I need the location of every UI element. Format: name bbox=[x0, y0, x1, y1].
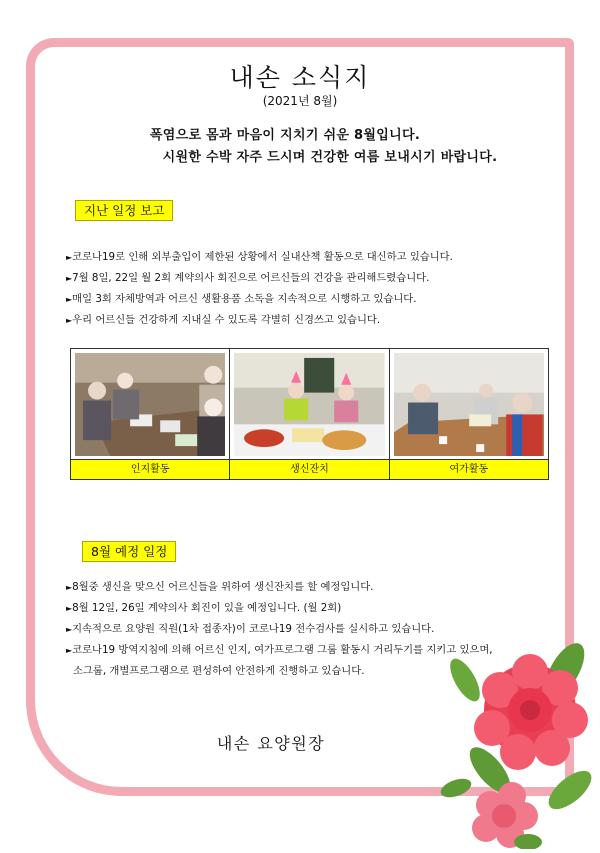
past-schedule-list bbox=[66, 247, 453, 331]
upcoming-schedule-label: 8월 예정 일정 bbox=[82, 541, 176, 562]
greeting-line-1: 폭염으로 몸과 마음이 지치기 쉬운 8월입니다. bbox=[149, 128, 421, 143]
list-item: ► 지속적으로 요양원 직원(1차 접종자)이 코로나19 전수검사를 실시하고 있습니다. bbox=[66, 619, 493, 640]
photo-caption: 생신잔치 bbox=[230, 459, 388, 479]
newsletter-title: 내손 소식지 bbox=[229, 63, 371, 92]
carnation-decoration bbox=[420, 620, 600, 849]
list-item-continuation: 소그룹, 개별프로그램으로 편성하여 안전하게 진행하고 있습니다. bbox=[73, 665, 365, 677]
list-item: ► 8월 12일, 26일 계약의사 회진이 있을 예정입니다. (월 2회) bbox=[66, 598, 493, 619]
list-item: ► 8월중 생신을 맞으신 어르신들을 위하여 생신잔치를 할 예정입니다. bbox=[66, 577, 493, 598]
list-item: ► 코로나19로 인해 외부출입이 제한된 상황에서 실내산책 활동으로 대신하고 있습니다. bbox=[66, 247, 453, 268]
photo-cell-cognitive bbox=[71, 349, 230, 479]
photo-caption: 인지활동 bbox=[71, 459, 229, 479]
signature: 내손 요양원장 bbox=[216, 734, 326, 753]
list-item: ► 코로나19 방역지침에 의해 어르신 인지, 여가프로그램 그룹 활동시 거리두기를 지키고 있으며, bbox=[66, 640, 493, 661]
cognitive-activity-photo bbox=[75, 353, 225, 456]
past-schedule-label: 지난 일정 보고 bbox=[75, 200, 173, 221]
list-item: ► 우리 어르신들 건강하게 지내실 수 있도록 각별히 신경쓰고 있습니다. bbox=[66, 310, 453, 331]
birthday-party-photo bbox=[234, 353, 384, 456]
activity-photo-table bbox=[70, 348, 549, 480]
greeting-line-2: 시원한 수박 자주 드시며 건강한 여름 보내시기 바랍니다. bbox=[162, 150, 498, 165]
photo-caption: 여가활동 bbox=[390, 459, 548, 479]
newsletter-date: (2021년 8월) bbox=[262, 94, 338, 108]
list-item: ► 7월 8일, 22일 월 2회 계약의사 회진으로 어르신들의 건강을 관리해드렸습니다. bbox=[66, 268, 453, 289]
list-item: ► 매일 3회 자체방역과 어르신 생활용품 소독을 지속적으로 시행하고 있습니다. bbox=[66, 289, 453, 310]
photo-cell-birthday bbox=[230, 349, 389, 479]
leisure-activity-photo bbox=[394, 353, 544, 456]
photo-cell-leisure bbox=[390, 349, 548, 479]
